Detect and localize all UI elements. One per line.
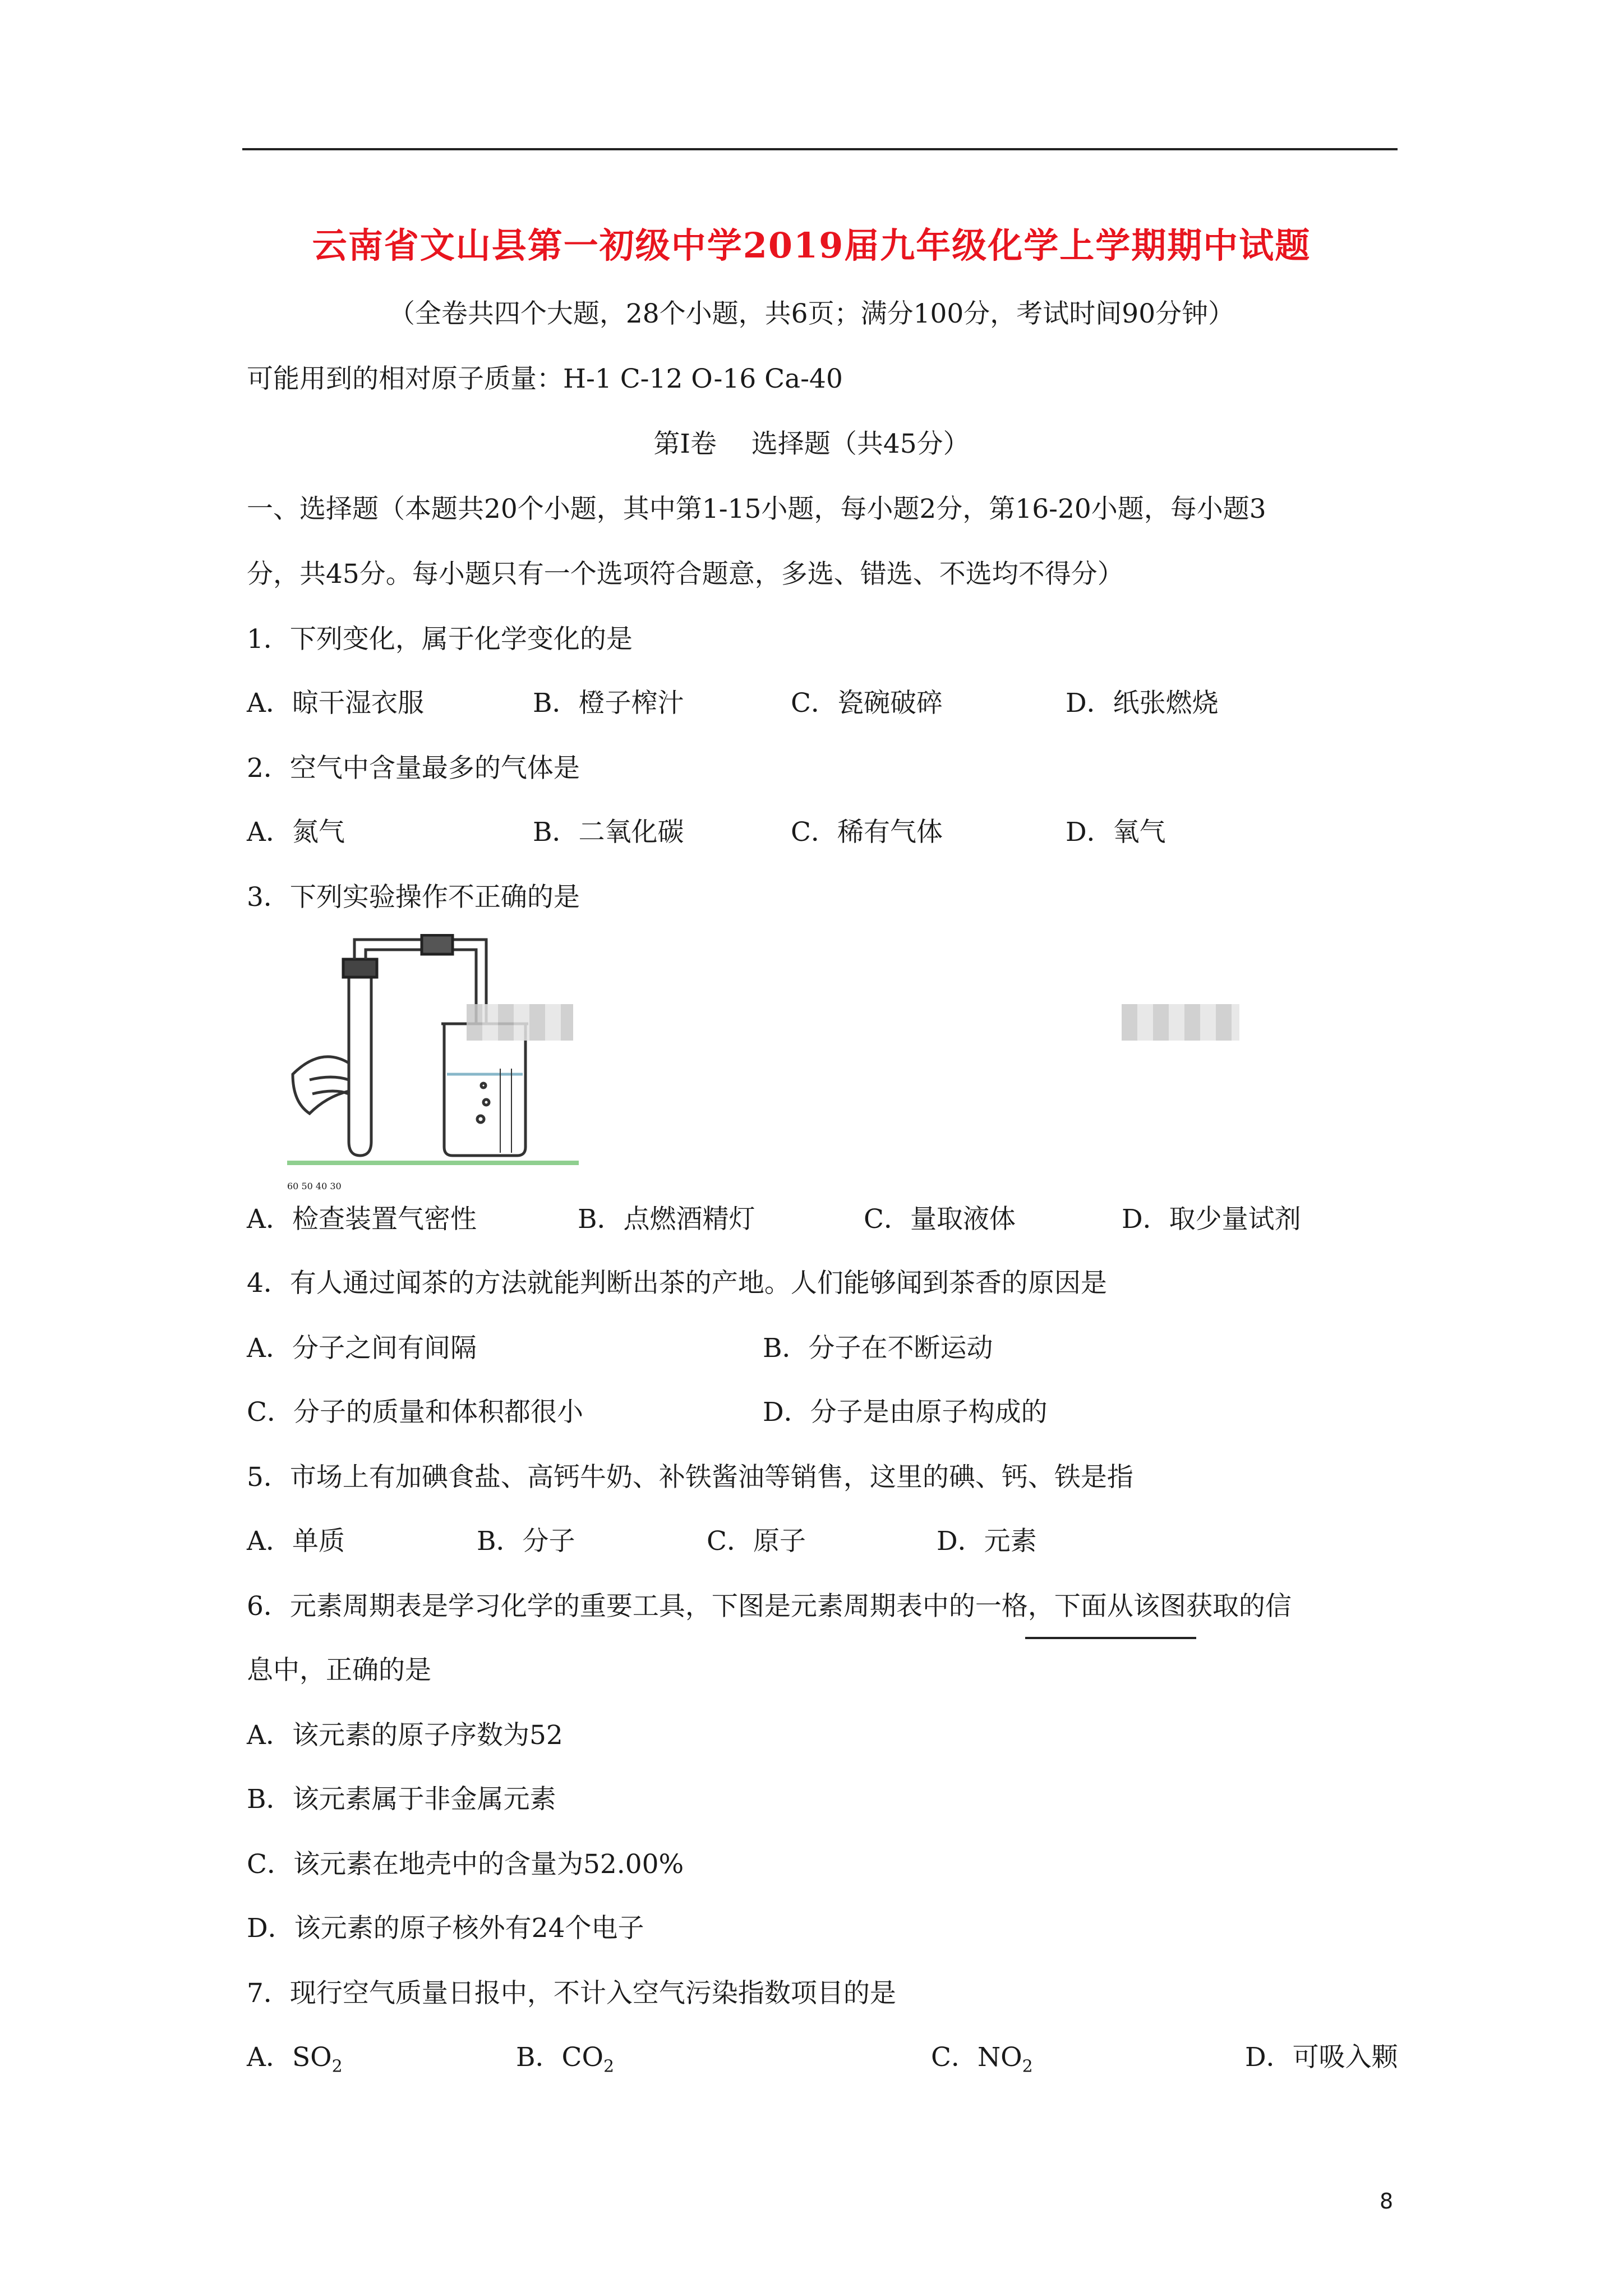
q1-option-b: B．橙子榨汁 <box>533 688 684 719</box>
q5-stem: 5．市场上有加碘食盐、高钙牛奶、补铁酱油等销售，这里的碘、钙、铁是指 <box>247 1462 1133 1493</box>
q5-option-a: A．单质 <box>247 1526 345 1557</box>
subscript: 2 <box>1022 2056 1033 2077</box>
exam-subtitle: （全卷共四个大题，28个小题，共6页；满分100分，考试时间90分钟） <box>388 298 1235 329</box>
q1-option-d: D．纸张燃烧 <box>1066 688 1219 719</box>
q7-option-c <box>931 2041 1033 2083</box>
q4-option-b: B．分子在不断运动 <box>763 1333 993 1364</box>
q2-option-c: C．稀有气体 <box>791 817 943 848</box>
subscript: 2 <box>603 2056 615 2077</box>
q1-option-a: A．晾干湿衣服 <box>247 688 424 719</box>
q2-option-b: B．二氧化碳 <box>533 817 684 848</box>
blurred-watermark <box>467 1004 573 1041</box>
q5-option-d: D．元素 <box>937 1526 1037 1557</box>
q6-option-d: D．该元素的原子核外有24个电子 <box>247 1913 644 1944</box>
blurred-watermark <box>1122 1004 1239 1041</box>
q4-option-c: C．分子的质量和体积都很小 <box>247 1397 583 1428</box>
q3-stem: 3．下列实验操作不正确的是 <box>247 882 580 913</box>
cylinder-tick-30: 30 <box>330 1181 342 1191</box>
q3-option-c: C．量取液体 <box>864 1204 1016 1235</box>
q6-option-a: A．该元素的原子序数为52 <box>247 1720 563 1751</box>
page-number: 8 <box>1380 2189 1394 2214</box>
header-rule <box>242 148 1398 150</box>
q3-option-a: A．检查装置气密性 <box>247 1204 477 1235</box>
airtightness-apparatus <box>287 935 579 1163</box>
q4-stem: 4．有人通过闻茶的方法就能判断出茶的产地。人们能够闻到茶香的原因是 <box>247 1268 1107 1299</box>
part1-intro-line2: 分，共45分。每小题只有一个选项符合题意，多选、错选、不选均不得分） <box>247 559 1124 590</box>
q2-option-d: D．氧气 <box>1066 817 1166 848</box>
q7-option-a <box>247 2041 343 2083</box>
cylinder-tick-60: 60 <box>287 1181 299 1191</box>
page-title: 云南省文山县第一初级中学2019届九年级化学上学期期中试题 <box>312 225 1311 266</box>
atomic-mass-line: 可能用到的相对原子质量：H-1 C-12 O-16 Ca-40 <box>247 364 843 394</box>
q7-option-c-text: C．NO <box>931 2042 1022 2073</box>
section1-title: 第Ⅰ卷 选择题（共45分） <box>653 429 970 459</box>
q7-option-b-text: B．CO <box>516 2042 604 2073</box>
q3-lab-figure <box>287 934 1285 1191</box>
part1-intro-line1: 一、选择题（本题共20个小题，其中第1-15小题，每小题2分，第16-20小题，每小题3 <box>247 494 1266 524</box>
q4-option-a: A．分子之间有间隔 <box>247 1333 477 1364</box>
q4-option-d: D．分子是由原子构成的 <box>763 1397 1048 1428</box>
q6-option-c: C．该元素在地壳中的含量为52.00% <box>247 1849 684 1880</box>
q1-option-c: C．瓷碗破碎 <box>791 688 943 719</box>
cylinder-tick-50: 50 <box>301 1181 313 1191</box>
q7-option-b <box>516 2041 614 2083</box>
q7-stem: 7．现行空气质量日报中，不计入空气污染指数项目的是 <box>247 1978 896 2009</box>
q1-stem: 1．下列变化，属于化学变化的是 <box>247 624 633 655</box>
subscript: 2 <box>331 2056 343 2077</box>
q7-option-d: D．可吸入颗 <box>1245 2042 1398 2073</box>
q2-option-a: A．氮气 <box>247 817 345 848</box>
lab-operations-illustration <box>287 934 1285 1179</box>
q6-stem-line1: 6．元素周期表是学习化学的重要工具，下图是元素周期表中的一格，下面从该图获取的信 <box>247 1591 1292 1622</box>
q3-option-b: B．点燃酒精灯 <box>578 1204 755 1235</box>
q5-option-c: C．原子 <box>707 1526 806 1557</box>
q6-stem-line2: 息中，正确的是 <box>247 1655 431 1686</box>
q5-option-b: B．分子 <box>477 1526 575 1557</box>
q3-option-d: D．取少量试剂 <box>1122 1204 1301 1235</box>
cylinder-tick-40: 40 <box>315 1181 328 1191</box>
q7-option-a-text: A．SO <box>247 2042 332 2073</box>
q2-stem: 2．空气中含量最多的气体是 <box>247 753 580 784</box>
q6-underline <box>1025 1637 1196 1639</box>
q6-option-b: B．该元素属于非金属元素 <box>247 1784 556 1815</box>
